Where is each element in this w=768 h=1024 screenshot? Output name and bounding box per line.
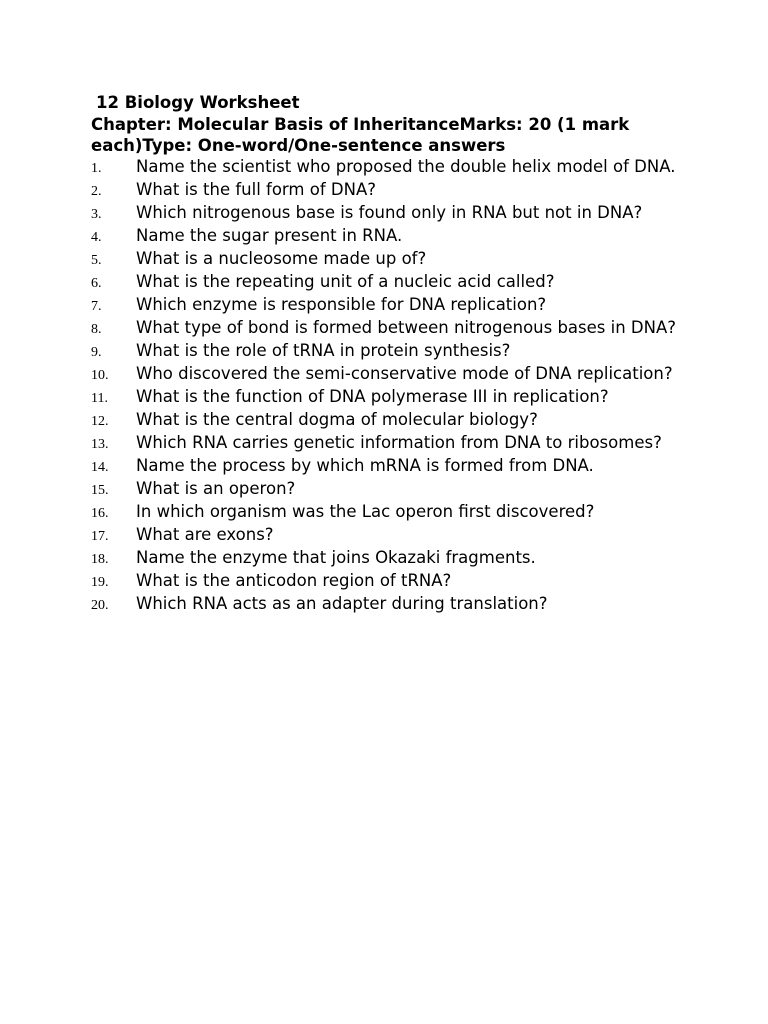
question-number: 20. xyxy=(91,598,109,613)
question-item xyxy=(91,501,681,524)
question-number: 5. xyxy=(91,253,102,268)
question-number: 8. xyxy=(91,322,102,337)
question-item xyxy=(91,432,681,455)
question-item xyxy=(91,478,681,501)
question-item xyxy=(91,248,681,271)
question-text: Who discovered the semi-conservative mode of DNA replication? xyxy=(136,364,673,383)
question-list xyxy=(91,156,691,616)
question-number: 10. xyxy=(91,368,109,383)
question-item xyxy=(91,225,681,248)
question-number: 1. xyxy=(91,161,102,176)
question-text: What is the repeating unit of a nucleic acid called? xyxy=(136,272,555,291)
question-text: What is the anticodon region of tRNA? xyxy=(136,571,452,590)
question-text: What is the central dogma of molecular biology? xyxy=(136,410,538,429)
question-text: What is a nucleosome made up of? xyxy=(136,249,427,268)
question-text: What is the role of tRNA in protein synthesis? xyxy=(136,341,511,360)
question-item xyxy=(91,570,681,593)
question-number: 13. xyxy=(91,437,109,452)
question-item xyxy=(91,593,681,616)
question-number: 14. xyxy=(91,460,109,475)
question-text: Which RNA carries genetic information from DNA to ribosomes? xyxy=(136,433,662,452)
question-text: Name the scientist who proposed the double helix model of DNA. xyxy=(136,157,676,176)
question-text: What are exons? xyxy=(136,525,274,544)
question-item xyxy=(91,340,681,363)
question-number: 6. xyxy=(91,276,102,291)
question-item xyxy=(91,547,681,570)
question-text: What is the full form of DNA? xyxy=(136,180,376,199)
question-text: Which enzyme is responsible for DNA replication? xyxy=(136,295,547,314)
question-text: Name the sugar present in RNA. xyxy=(136,226,403,245)
worksheet-subtitle: Chapter: Molecular Basis of InheritanceMarks: 20 (1 mark each)Type: One-word/One-sentence answers xyxy=(91,115,630,155)
question-number: 2. xyxy=(91,184,102,199)
worksheet-title: 12 Biology Worksheet xyxy=(96,93,300,112)
question-item xyxy=(91,156,681,179)
question-number: 15. xyxy=(91,483,109,498)
question-text: In which organism was the Lac operon first discovered? xyxy=(136,502,595,521)
question-text: Which RNA acts as an adapter during translation? xyxy=(136,594,548,613)
question-number: 18. xyxy=(91,552,109,567)
question-number: 19. xyxy=(91,575,109,590)
question-item xyxy=(91,179,681,202)
question-text: What type of bond is formed between nitrogenous bases in DNA? xyxy=(136,318,677,337)
question-number: 9. xyxy=(91,345,102,360)
question-item xyxy=(91,271,681,294)
question-number: 4. xyxy=(91,230,102,245)
question-item xyxy=(91,363,681,386)
question-text: Name the enzyme that joins Okazaki fragments. xyxy=(136,548,536,567)
question-item xyxy=(91,386,681,409)
question-number: 3. xyxy=(91,207,102,222)
question-text: Name the process by which mRNA is formed from DNA. xyxy=(136,456,594,475)
question-text: What is an operon? xyxy=(136,479,296,498)
question-item xyxy=(91,524,681,547)
question-item xyxy=(91,317,681,340)
question-text: What is the function of DNA polymerase III in replication? xyxy=(136,387,609,406)
question-number: 12. xyxy=(91,414,109,429)
question-item xyxy=(91,202,681,225)
worksheet-content xyxy=(91,92,691,616)
question-item xyxy=(91,294,681,317)
question-item xyxy=(91,455,681,478)
question-number: 11. xyxy=(91,391,108,406)
question-number: 17. xyxy=(91,529,109,544)
question-number: 16. xyxy=(91,506,109,521)
question-text: Which nitrogenous base is found only in RNA but not in DNA? xyxy=(136,203,643,222)
question-item xyxy=(91,409,681,432)
question-number: 7. xyxy=(91,299,102,314)
